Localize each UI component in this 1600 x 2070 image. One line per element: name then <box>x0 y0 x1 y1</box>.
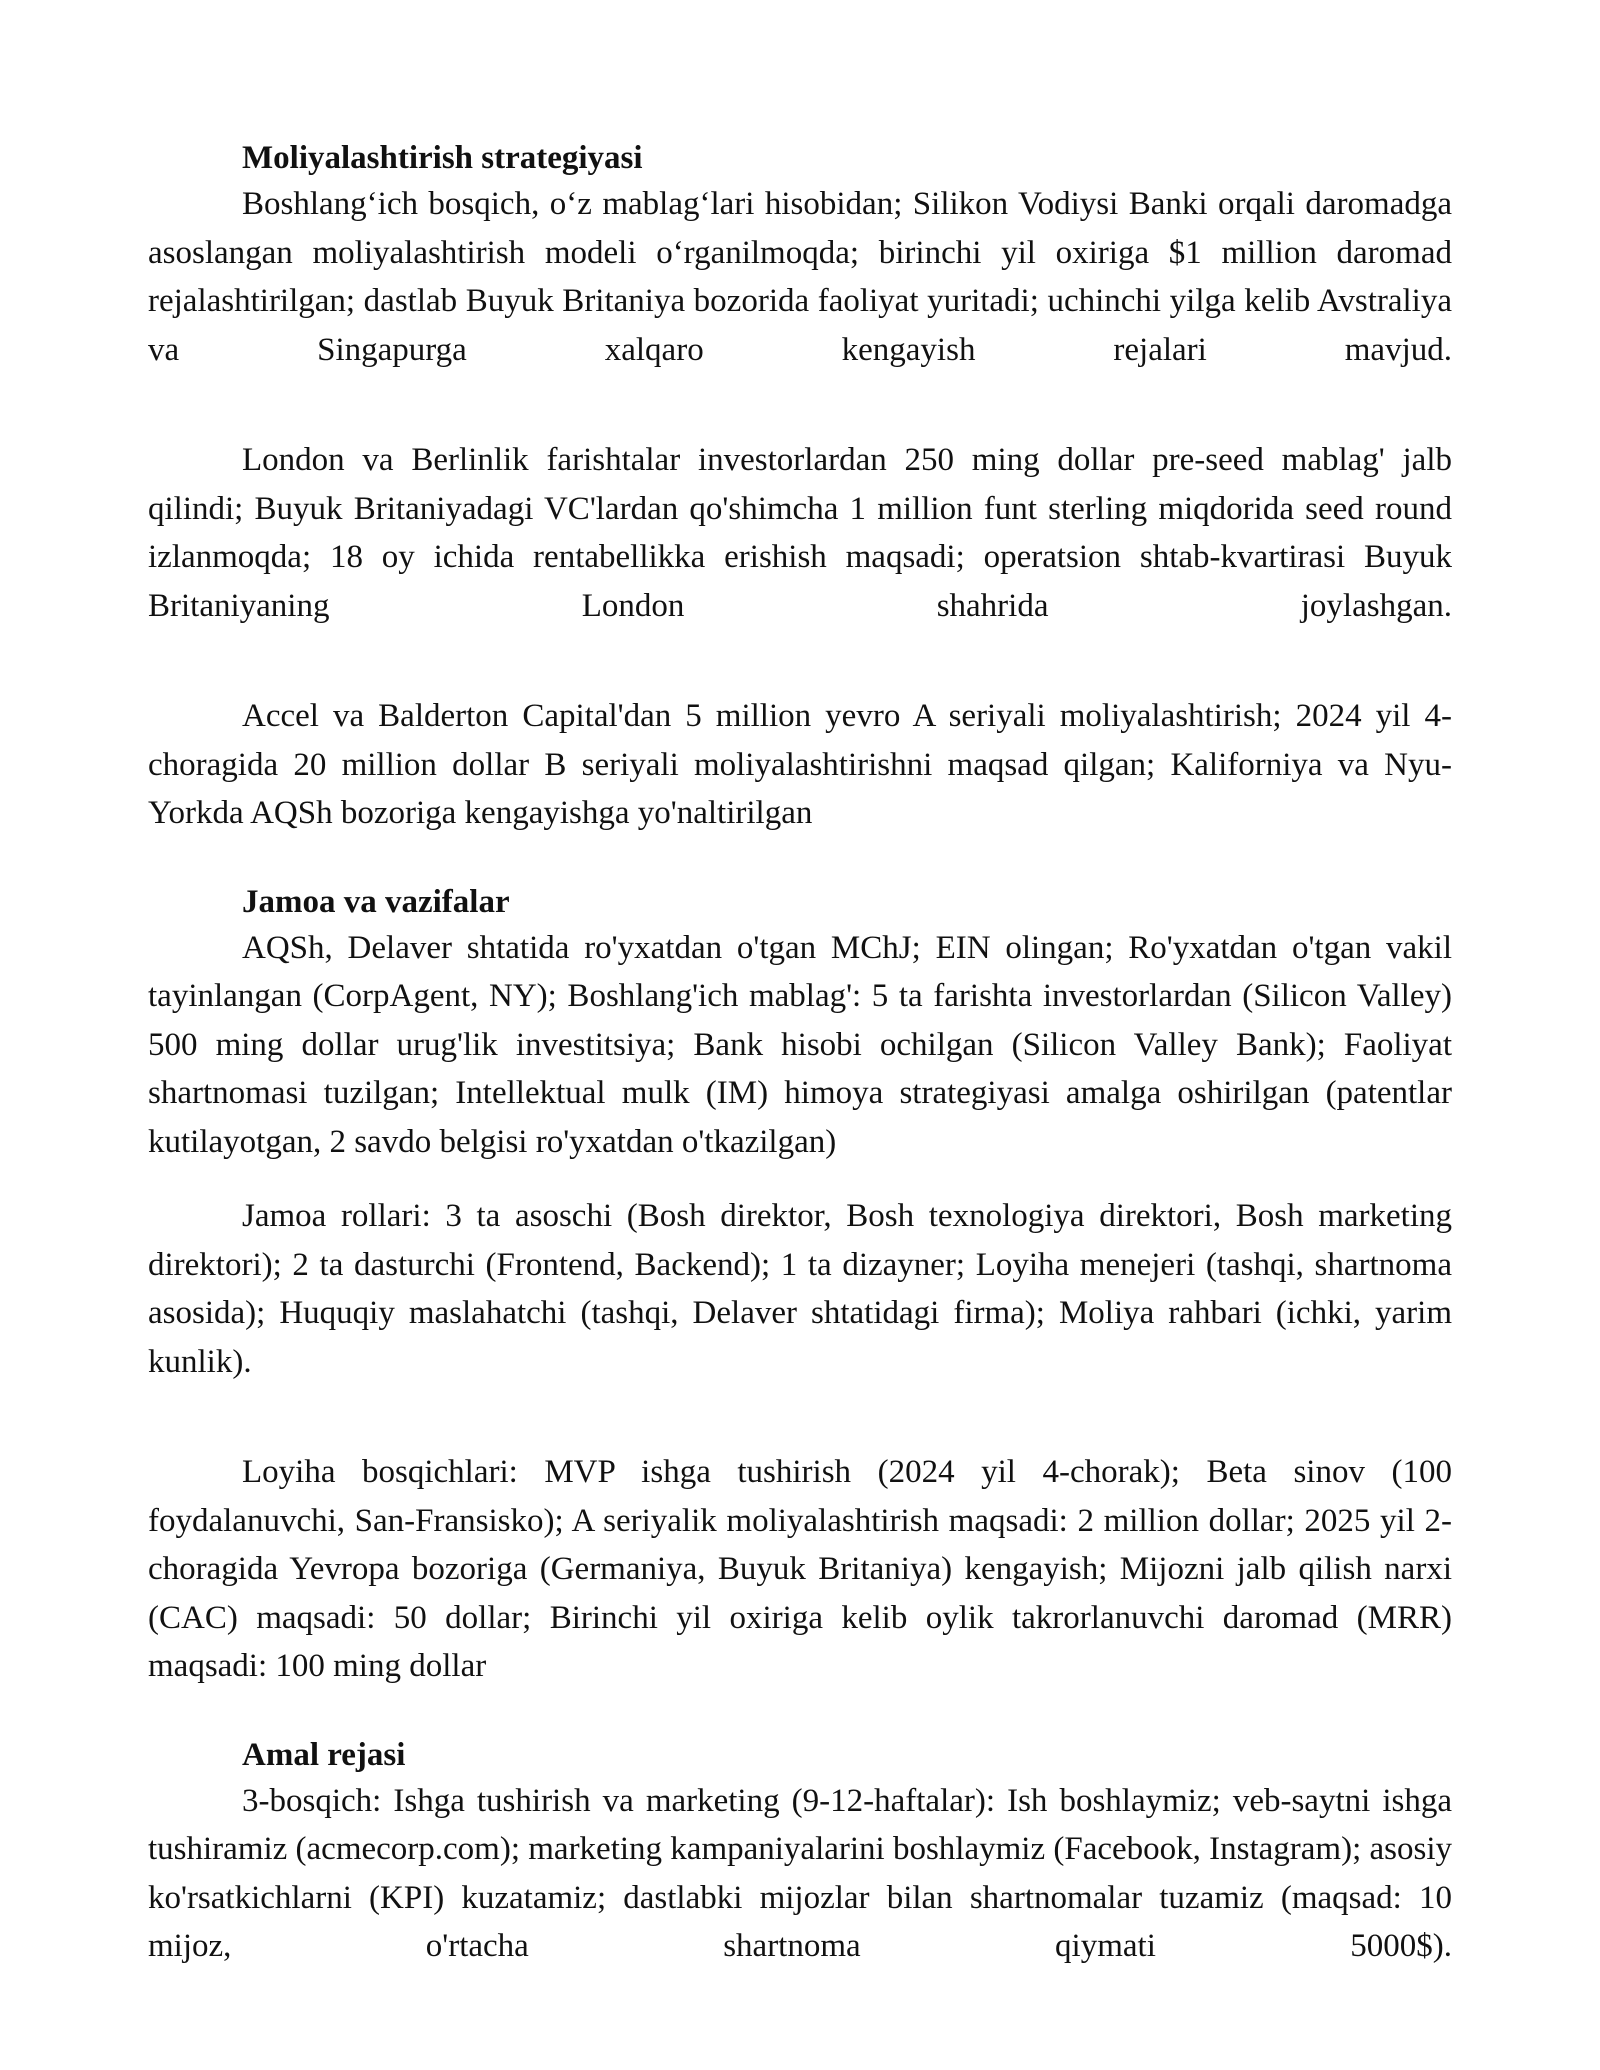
section-heading-team: Jamoa va vazifalar <box>242 883 510 920</box>
paragraph-team-roles: Jamoa rollari: 3 ta asoschi (Bosh direktor, Bosh texnologiya direktori, Bosh marketing direktori); 2 ta dasturchi (Frontend, Backend); 1 ta dizayner; Loyiha menejeri (tashqi, shartnoma asosida); Huquqiy maslahatchi (tashqi, Delaver shtatidagi firma); Moliya rahbari (ichki, yarim kunlik). <box>148 1198 1452 1380</box>
paragraph-funding-preseed: London va Berlinlik farishtalar investorlardan 250 ming dollar pre-seed mablag' jalb qilindi; Buyuk Britaniyadagi VC'lardan qo'shimcha 1 million funt sterling miqdorida seed round izlanmoqda; 18 oy ichida rentabellikka erishish maqsadi; operatsion shtab-kvartirasi Buyuk Britaniyaning London shahrida joylashgan. <box>148 442 1452 624</box>
paragraph-action-plan-stage3: 3-bosqich: Ishga tushirish va marketing (9-12-haftalar): Ish boshlaymiz; veb-saytni ishga tushiramiz (acmecorp.com); marketing kampaniyalarini boshlaymiz (Facebook, Instagram); asosiy ko'rsatkichlarni (KPI) kuzatamiz; dastlabki mijozlar bilan shartnomalar tuzamiz (maqsad: 10 mijoz, o'rtacha shartnoma qiymati 5000$). <box>148 1782 1452 1964</box>
paragraph-team-milestones: Loyiha bosqichlari: MVP ishga tushirish (2024 yil 4-chorak); Beta sinov (100 foydalanuvchi, San-Fransisko); A seriyalik moliyalashtirish maqsadi: 2 million dollar; 2025 yil 2-choragida Yevropa bozoriga (Germaniya, Buyuk Britaniya) kengayish; Mijozni jalb qilish narxi (CAC) maqsadi: 50 dollar; Birinchi yil oxiriga kelib oylik takrorlanuvchi daromad (MRR) maqsadi: 100 ming dollar <box>148 1454 1452 1684</box>
section-heading-funding: Moliyalashtirish strategiyasi <box>242 140 643 176</box>
section-heading-action-plan: Amal rejasi <box>242 1736 406 1773</box>
paragraph-funding-series-a: Accel va Balderton Capital'dan 5 million yevro A seriyali moliyalashtirish; 2024 yil 4-choragida 20 million dollar B seriyali moliyalashtirishni maqsad qilgan; Kaliforniya va Nyu-Yorkda AQSh bozoriga kengayishga yo'naltirilgan <box>148 698 1452 831</box>
document-page <box>148 136 1452 1971</box>
paragraph-funding-bootstrap: Boshlang‘ich bosqich, o‘z mablag‘lari hisobidan; Silikon Vodiysi Banki orqali daromadga asoslangan moliyalashtirish modeli o‘rganilmoqda; birinchi yil oxiriga $1 million daromad rejalashtirilgan; dastlab Buyuk Britaniya bozorida faoliyat yuritadi; uchinchi yilga kelib Avstraliya va Singapurga xalqaro kengayish rejalari mavjud. <box>148 186 1452 368</box>
paragraph-team-legal: AQSh, Delaver shtatida ro'yxatdan o'tgan MChJ; EIN olingan; Ro'yxatdan o'tgan vakil tayinlangan (CorpAgent, NY); Boshlang'ich mablag': 5 ta farishta investorlardan (Silicon Valley) 500 ming dollar urug'lik investitsiya; Bank hisobi ochilgan (Silicon Valley Bank); Faoliyat shartnomasi tuzilgan; Intellektual mulk (IM) himoya strategiyasi amalga oshirilgan (patentlar kutilayotgan, 2 savdo belgisi ro'yxatdan o'tkazilgan) <box>148 929 1452 1160</box>
